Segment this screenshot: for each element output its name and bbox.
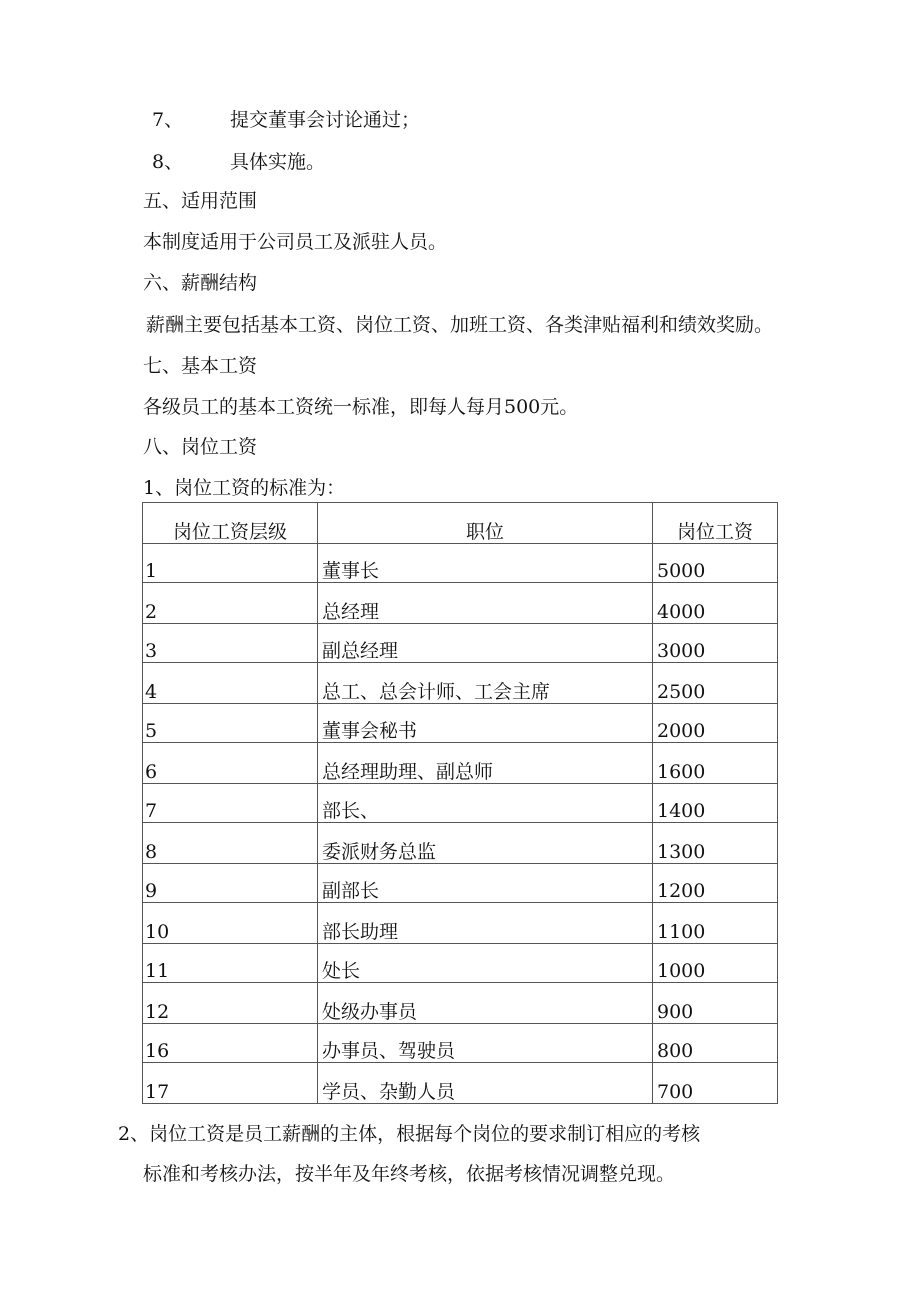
cell-level: 16 [143, 1024, 318, 1063]
cell-salary: 800 [653, 1024, 778, 1063]
table-row [143, 663, 778, 704]
cell-level: 5 [143, 704, 318, 743]
cell-position: 总经理助理、副总师 [318, 743, 653, 784]
table-header-row [143, 503, 778, 544]
cell-level: 6 [143, 743, 318, 784]
cell-level: 11 [143, 944, 318, 983]
table-row [143, 1063, 778, 1104]
cell-salary: 5000 [653, 544, 778, 583]
cell-salary: 700 [653, 1063, 778, 1104]
cell-salary: 1600 [653, 743, 778, 784]
cell-level: 2 [143, 583, 318, 624]
cell-salary: 2000 [653, 704, 778, 743]
cell-level: 10 [143, 903, 318, 944]
cell-position: 副部长 [318, 864, 653, 903]
post-heading: 八、岗位工资 [143, 436, 258, 458]
scope-heading: 五、适用范围 [143, 190, 258, 212]
post-standard-intro: 1、岗位工资的标准为： [143, 477, 346, 499]
cell-salary: 4000 [653, 583, 778, 624]
cell-salary: 1400 [653, 784, 778, 823]
table-row [143, 823, 778, 864]
table-row [143, 784, 778, 823]
cell-level: 17 [143, 1063, 318, 1104]
table-row [143, 864, 778, 903]
cell-position: 部长、 [318, 784, 653, 823]
base-text: 各级员工的基本工资统一标准，即每人每月500元。 [143, 396, 579, 418]
base-heading: 七、基本工资 [143, 355, 258, 377]
step-7-number: 7、 [152, 109, 184, 131]
cell-salary: 1300 [653, 823, 778, 864]
cell-position: 委派财务总监 [318, 823, 653, 864]
step-8-number: 8、 [152, 151, 184, 173]
cell-position: 董事长 [318, 544, 653, 583]
cell-salary: 1000 [653, 944, 778, 983]
post-role-paragraph-line1: 2、岗位工资是员工薪酬的主体，根据每个岗位的要求制订相应的考核 [118, 1123, 701, 1145]
table-row [143, 544, 778, 583]
table-row [143, 704, 778, 743]
cell-position: 学员、杂勤人员 [318, 1063, 653, 1104]
cell-level: 4 [143, 663, 318, 704]
cell-position: 处长 [318, 944, 653, 983]
post-role-paragraph-line2: 标准和考核办法，按半年及年终考核，依据考核情况调整兑现。 [143, 1163, 676, 1185]
cell-level: 7 [143, 784, 318, 823]
cell-salary: 1100 [653, 903, 778, 944]
table-row [143, 583, 778, 624]
cell-position: 总工、总会计师、工会主席 [318, 663, 653, 704]
cell-salary: 2500 [653, 663, 778, 704]
table-row [143, 983, 778, 1024]
structure-heading: 六、薪酬结构 [143, 272, 258, 294]
header-salary: 岗位工资 [653, 503, 778, 544]
cell-position: 办事员、驾驶员 [318, 1024, 653, 1063]
step-7-text: 提交董事会讨论通过； [230, 109, 421, 131]
header-level: 岗位工资层级 [143, 503, 318, 544]
cell-level: 8 [143, 823, 318, 864]
table-row [143, 903, 778, 944]
cell-position: 董事会秘书 [318, 704, 653, 743]
structure-text: 薪酬主要包括基本工资、岗位工资、加班工资、各类津贴福利和绩效奖励。 [146, 314, 774, 336]
step-8-text: 具体实施。 [230, 151, 326, 173]
cell-level: 12 [143, 983, 318, 1024]
cell-salary: 900 [653, 983, 778, 1024]
table-row [143, 1024, 778, 1063]
cell-level: 9 [143, 864, 318, 903]
cell-position: 部长助理 [318, 903, 653, 944]
cell-level: 3 [143, 624, 318, 663]
cell-salary: 1200 [653, 864, 778, 903]
cell-position: 处级办事员 [318, 983, 653, 1024]
cell-position: 副总经理 [318, 624, 653, 663]
header-position: 职位 [318, 503, 653, 544]
post-salary-table [142, 502, 778, 1104]
cell-level: 1 [143, 544, 318, 583]
table-row [143, 624, 778, 663]
table-row [143, 944, 778, 983]
scope-text: 本制度适用于公司员工及派驻人员。 [143, 231, 448, 253]
cell-position: 总经理 [318, 583, 653, 624]
cell-salary: 3000 [653, 624, 778, 663]
table-row [143, 743, 778, 784]
